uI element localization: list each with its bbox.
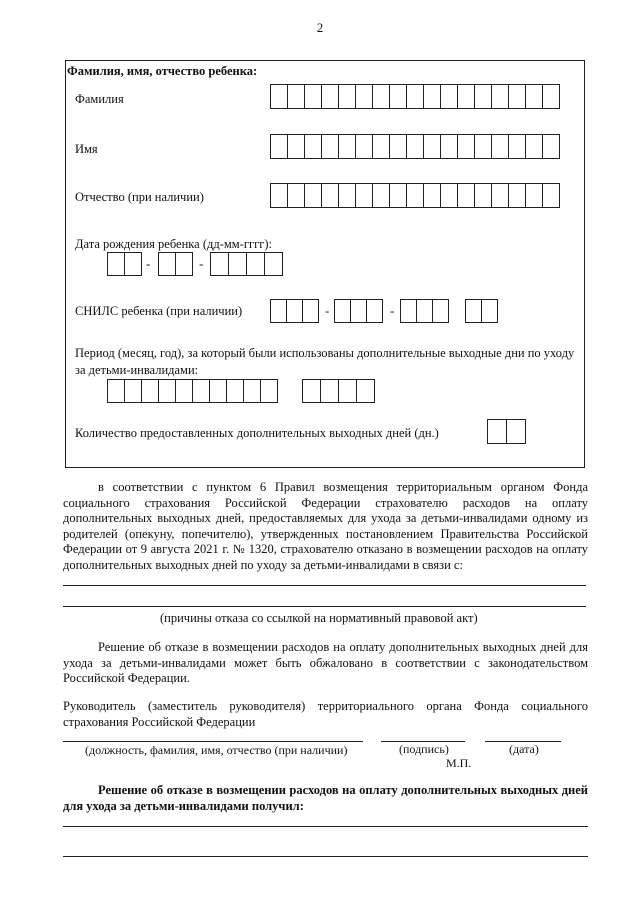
birthdate-dash-2: - bbox=[199, 256, 204, 271]
position-name-caption: (должность, фамилия, имя, отчество (при наличии) bbox=[85, 743, 348, 757]
input-cell[interactable] bbox=[321, 84, 339, 109]
input-cell[interactable] bbox=[457, 183, 475, 208]
reasons-caption: (причины отказа со ссылкой на нормативный правовой акт) bbox=[160, 611, 478, 625]
input-cell[interactable] bbox=[355, 84, 373, 109]
input-cell[interactable] bbox=[525, 84, 543, 109]
input-cell[interactable] bbox=[474, 183, 492, 208]
period-year-cells[interactable] bbox=[302, 379, 374, 403]
refusal-paragraph: в соответствии с пунктом 6 Правил возмещения территориальным органом Фонда социального страхования Российской Федерации страхователю расходов на оплату дополнительных выходных дней, предоставляемых для ухода за детьми-инвалидами одному из родителей (опекуну, попечителю), утвержденных постановлением Правительства Российской Федерации от 9 августа 2021 г. № 1320, страхователю отказано в возмещении расходов на оплату дополнительных выходных дней по уходу за детьми-инвалидами в связи с: bbox=[63, 480, 588, 572]
snils-dash-2: - bbox=[390, 303, 395, 318]
signature-caption: (подпись) bbox=[399, 742, 449, 756]
input-cell[interactable] bbox=[465, 299, 482, 323]
input-cell[interactable] bbox=[491, 183, 509, 208]
input-cell[interactable] bbox=[320, 379, 339, 403]
snils-label: СНИЛС ребенка (при наличии) bbox=[75, 304, 243, 318]
input-cell[interactable] bbox=[124, 252, 142, 276]
surname-label: Фамилия bbox=[75, 92, 124, 106]
input-cell[interactable] bbox=[400, 299, 417, 323]
input-cell[interactable] bbox=[389, 134, 407, 159]
name-label: Имя bbox=[75, 142, 98, 156]
input-cell[interactable] bbox=[158, 379, 176, 403]
input-cell[interactable] bbox=[423, 84, 441, 109]
reason-line-1[interactable] bbox=[63, 585, 586, 586]
input-cell[interactable] bbox=[287, 134, 305, 159]
input-cell[interactable] bbox=[416, 299, 433, 323]
input-cell[interactable] bbox=[355, 183, 373, 208]
period-month-cells[interactable] bbox=[107, 379, 277, 403]
input-cell[interactable] bbox=[270, 84, 288, 109]
child-info-frame bbox=[65, 60, 585, 468]
input-cell[interactable] bbox=[321, 183, 339, 208]
input-cell[interactable] bbox=[474, 134, 492, 159]
input-cell[interactable] bbox=[508, 183, 526, 208]
snils-part2-cells[interactable] bbox=[334, 299, 382, 323]
snils-check-cells[interactable] bbox=[465, 299, 497, 323]
input-cell[interactable] bbox=[457, 84, 475, 109]
input-cell[interactable] bbox=[338, 134, 356, 159]
input-cell[interactable] bbox=[246, 252, 265, 276]
input-cell[interactable] bbox=[287, 183, 305, 208]
input-cell[interactable] bbox=[372, 134, 390, 159]
input-cell[interactable] bbox=[542, 84, 560, 109]
snils-part3-cells[interactable] bbox=[400, 299, 448, 323]
birthdate-year-cells[interactable] bbox=[210, 252, 282, 276]
patronymic-label: Отчество (при наличии) bbox=[75, 190, 204, 204]
input-cell[interactable] bbox=[506, 419, 526, 444]
input-cell[interactable] bbox=[107, 379, 125, 403]
input-cell[interactable] bbox=[432, 299, 449, 323]
input-cell[interactable] bbox=[270, 183, 288, 208]
input-cell[interactable] bbox=[406, 183, 424, 208]
input-cell[interactable] bbox=[355, 134, 373, 159]
input-cell[interactable] bbox=[228, 252, 247, 276]
input-cell[interactable] bbox=[491, 84, 509, 109]
input-cell[interactable] bbox=[406, 84, 424, 109]
input-cell[interactable] bbox=[440, 84, 458, 109]
input-cell[interactable] bbox=[366, 299, 383, 323]
received-line-1[interactable] bbox=[63, 826, 588, 827]
appeal-paragraph: Решение об отказе в возмещении расходов на оплату дополнительных выходных дней для ухода за детьми-инвалидами может быть обжаловано в соответствии с законодательством Российской Федерации. bbox=[63, 640, 588, 685]
input-cell[interactable] bbox=[525, 183, 543, 208]
input-cell[interactable] bbox=[304, 183, 322, 208]
input-cell[interactable] bbox=[356, 379, 375, 403]
input-cell[interactable] bbox=[338, 84, 356, 109]
input-cell[interactable] bbox=[141, 379, 159, 403]
surname-cells[interactable] bbox=[270, 84, 559, 109]
child-name-section-title: Фамилия, имя, отчество ребенка: bbox=[67, 64, 258, 78]
input-cell[interactable] bbox=[508, 84, 526, 109]
days-count-label: Количество предоставленных дополнительных выходных дней (дн.) bbox=[75, 426, 439, 440]
snils-part1-cells[interactable] bbox=[270, 299, 318, 323]
input-cell[interactable] bbox=[440, 183, 458, 208]
input-cell[interactable] bbox=[334, 299, 351, 323]
input-cell[interactable] bbox=[372, 183, 390, 208]
input-cell[interactable] bbox=[389, 183, 407, 208]
input-cell[interactable] bbox=[542, 134, 560, 159]
input-cell[interactable] bbox=[264, 252, 283, 276]
input-cell[interactable] bbox=[321, 134, 339, 159]
period-label: Период (месяц, год), за который были использованы дополнительные выходные дни по уходу за детьми-инвалидами: bbox=[75, 346, 575, 377]
input-cell[interactable] bbox=[243, 379, 261, 403]
input-cell[interactable] bbox=[302, 299, 319, 323]
birthdate-month-cells[interactable] bbox=[158, 252, 192, 276]
input-cell[interactable] bbox=[107, 252, 125, 276]
input-cell[interactable] bbox=[226, 379, 244, 403]
input-cell[interactable] bbox=[389, 84, 407, 109]
head-paragraph: Руководитель (заместитель руководителя) территориального органа Фонда социального страхования Российской Федерации bbox=[63, 699, 588, 729]
patronymic-cells[interactable] bbox=[270, 183, 559, 208]
input-cell[interactable] bbox=[124, 379, 142, 403]
input-cell[interactable] bbox=[260, 379, 278, 403]
input-cell[interactable] bbox=[304, 134, 322, 159]
date-caption: (дата) bbox=[509, 742, 539, 756]
name-cells[interactable] bbox=[270, 134, 559, 159]
reason-line-2[interactable] bbox=[63, 606, 586, 607]
input-cell[interactable] bbox=[338, 379, 357, 403]
input-cell[interactable] bbox=[270, 299, 287, 323]
input-cell[interactable] bbox=[209, 379, 227, 403]
input-cell[interactable] bbox=[338, 183, 356, 208]
input-cell[interactable] bbox=[175, 379, 193, 403]
input-cell[interactable] bbox=[158, 252, 176, 276]
days-count-cells[interactable] bbox=[487, 419, 525, 444]
input-cell[interactable] bbox=[508, 134, 526, 159]
input-cell[interactable] bbox=[542, 183, 560, 208]
input-cell[interactable] bbox=[286, 299, 303, 323]
birthdate-day-cells[interactable] bbox=[107, 252, 141, 276]
input-cell[interactable] bbox=[487, 419, 507, 444]
input-cell[interactable] bbox=[270, 134, 288, 159]
input-cell[interactable] bbox=[481, 299, 498, 323]
input-cell[interactable] bbox=[491, 134, 509, 159]
input-cell[interactable] bbox=[525, 134, 543, 159]
stamp-place: М.П. bbox=[446, 756, 472, 770]
page-number: 2 bbox=[316, 20, 324, 35]
input-cell[interactable] bbox=[302, 379, 321, 403]
input-cell[interactable] bbox=[406, 134, 424, 159]
received-text: Решение об отказе в возмещении расходов на оплату дополнительных выходных дней для ухода за детьми-инвалидами получил: bbox=[63, 783, 588, 813]
input-cell[interactable] bbox=[210, 252, 229, 276]
input-cell[interactable] bbox=[440, 134, 458, 159]
input-cell[interactable] bbox=[423, 183, 441, 208]
position-name-line[interactable] bbox=[63, 741, 363, 742]
birthdate-dash-1: - bbox=[146, 256, 151, 271]
input-cell[interactable] bbox=[304, 84, 322, 109]
input-cell[interactable] bbox=[423, 134, 441, 159]
received-line-2[interactable] bbox=[63, 856, 588, 857]
birthdate-label: Дата рождения ребенка (дд-мм-гггг): bbox=[75, 237, 272, 251]
input-cell[interactable] bbox=[457, 134, 475, 159]
input-cell[interactable] bbox=[287, 84, 305, 109]
input-cell[interactable] bbox=[175, 252, 193, 276]
snils-dash-1: - bbox=[325, 303, 330, 318]
input-cell[interactable] bbox=[192, 379, 210, 403]
input-cell[interactable] bbox=[372, 84, 390, 109]
input-cell[interactable] bbox=[350, 299, 367, 323]
input-cell[interactable] bbox=[474, 84, 492, 109]
